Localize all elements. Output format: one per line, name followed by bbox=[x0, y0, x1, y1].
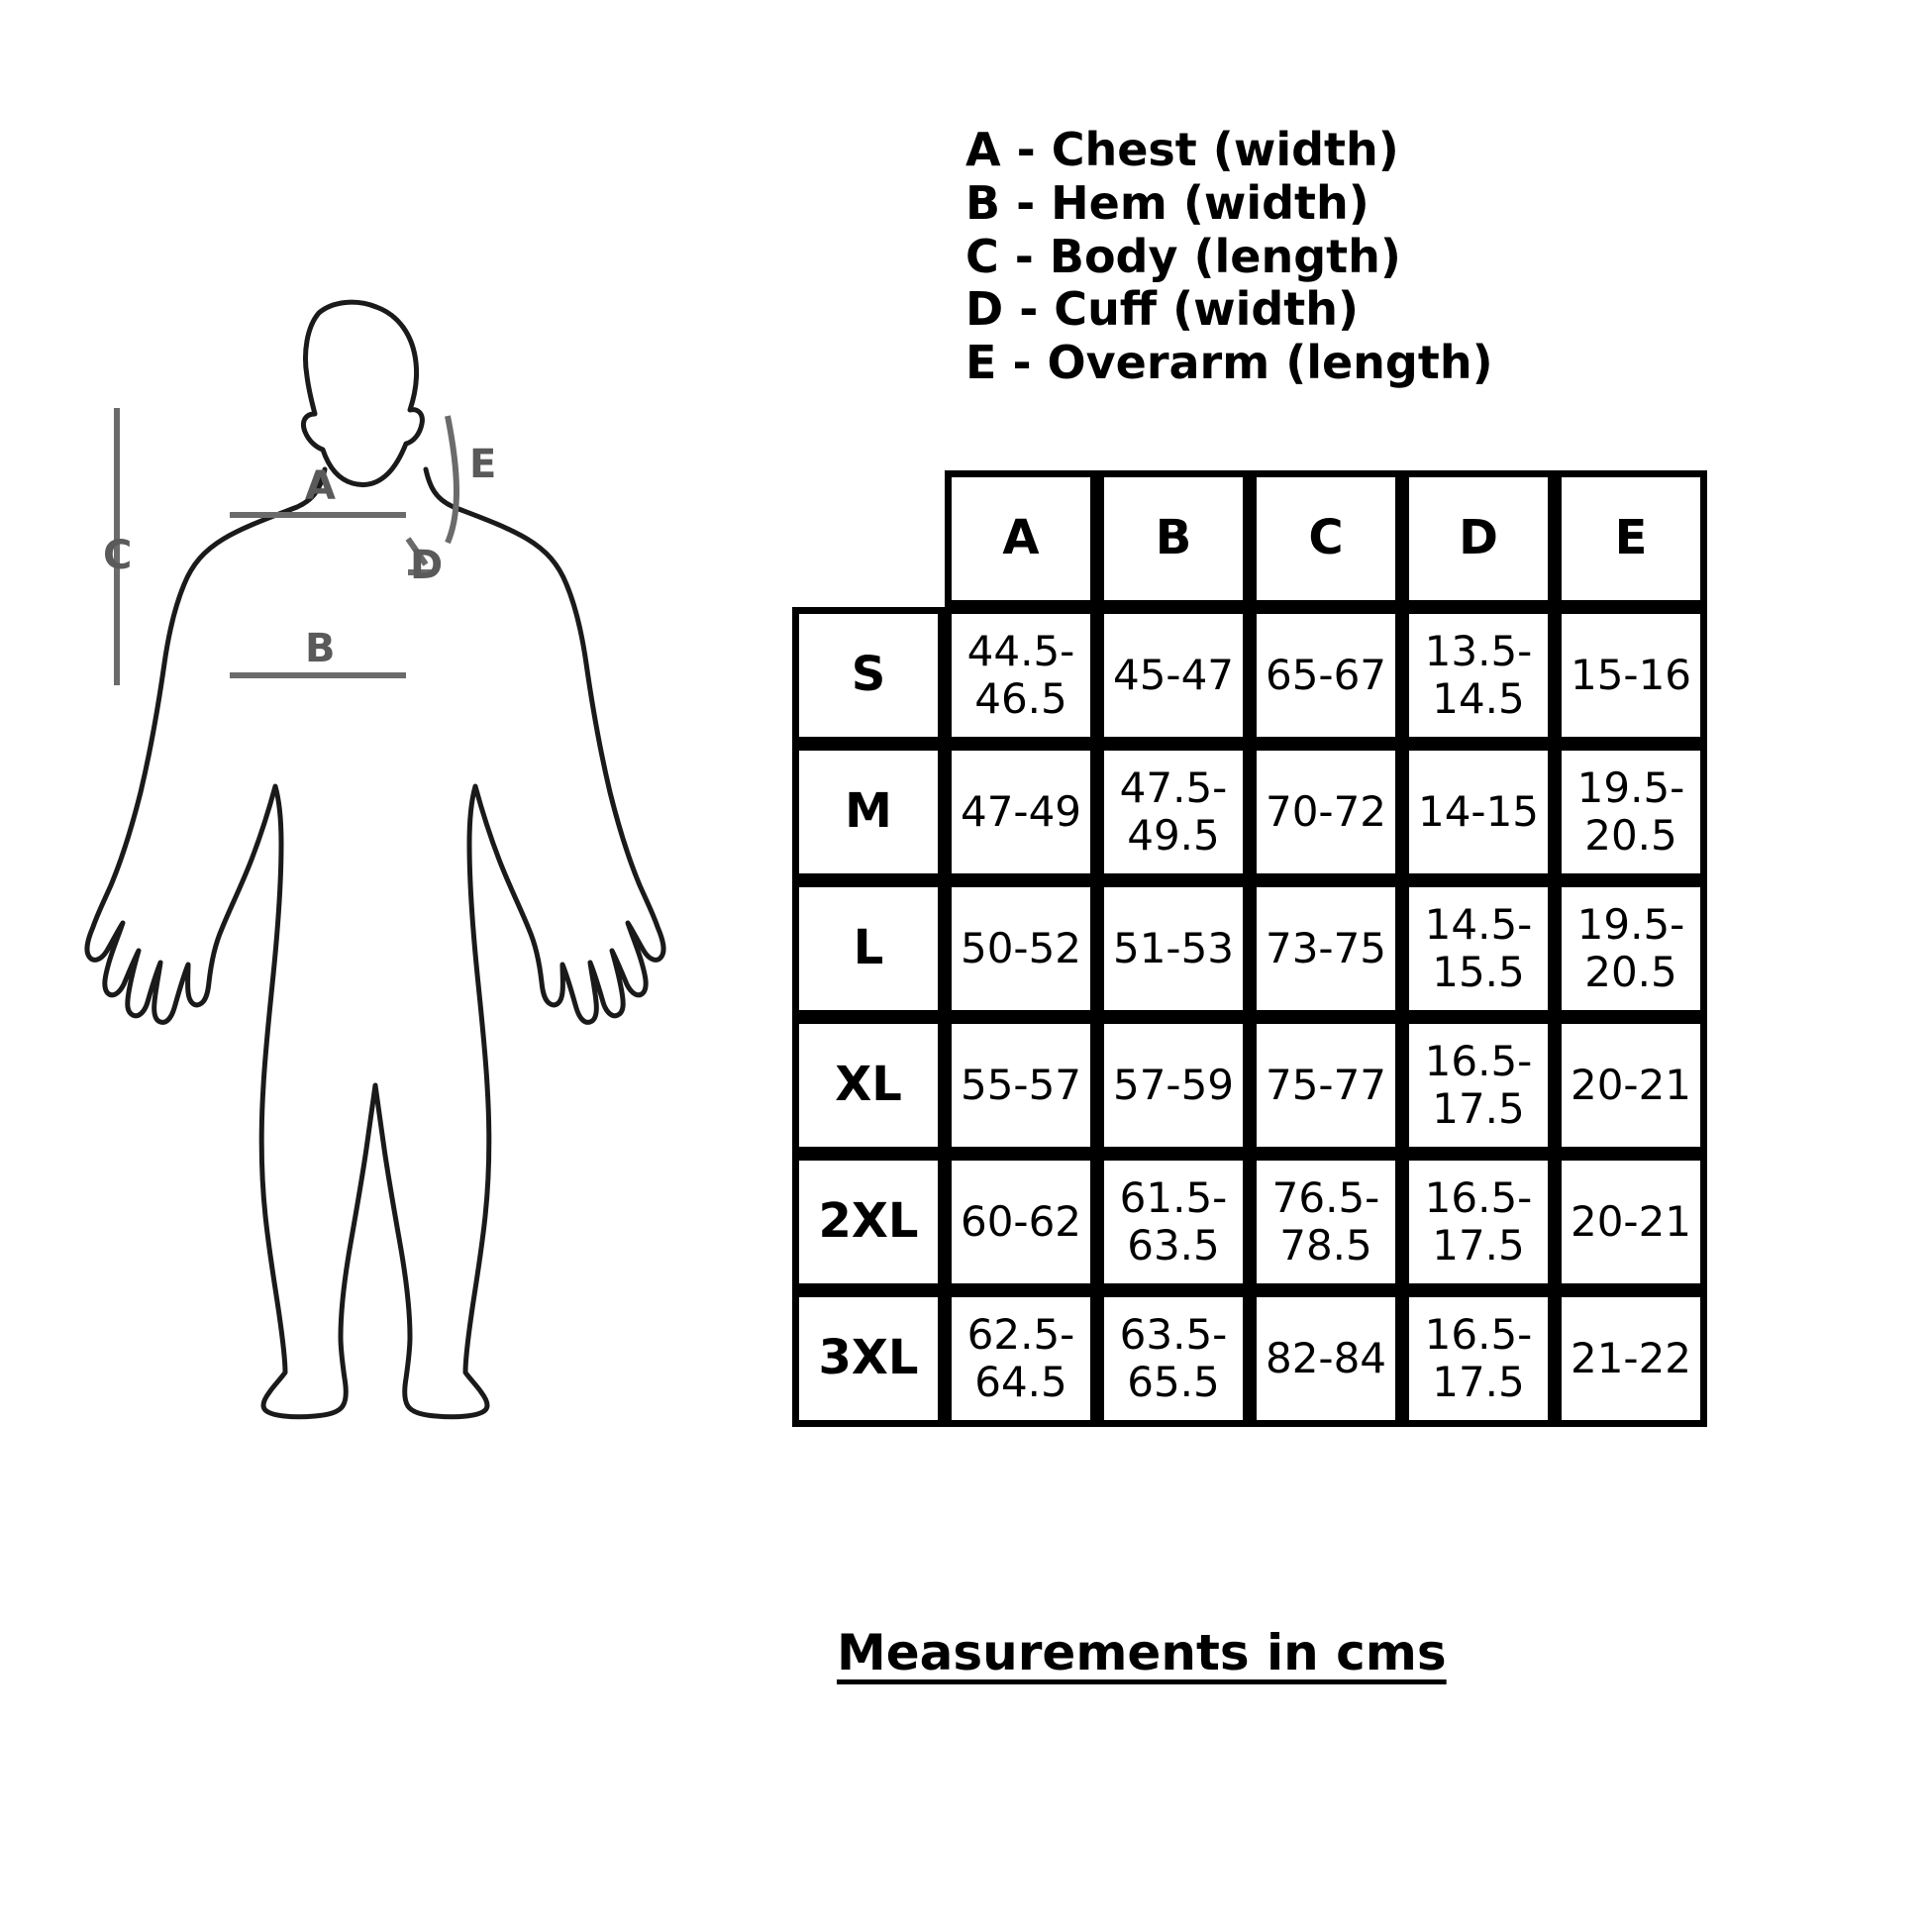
row-header-2xl: 2XL bbox=[792, 1154, 945, 1290]
cell-m-b: 47.5-49.5 bbox=[1097, 744, 1250, 880]
cell-l-e: 19.5-20.5 bbox=[1555, 880, 1707, 1017]
cell-m-d: 14-15 bbox=[1402, 744, 1555, 880]
column-header-d: D bbox=[1402, 470, 1555, 607]
legend bbox=[965, 124, 1659, 390]
legend-line-d: D - Cuff (width) bbox=[965, 282, 1360, 337]
cell-l-d: 14.5-15.5 bbox=[1402, 880, 1555, 1017]
cell-xl-e: 20-21 bbox=[1555, 1017, 1707, 1154]
cell-m-e: 19.5-20.5 bbox=[1555, 744, 1707, 880]
cell-2xl-b: 61.5-63.5 bbox=[1097, 1154, 1250, 1290]
table-row bbox=[792, 607, 1707, 744]
cell-s-c: 65-67 bbox=[1250, 607, 1402, 744]
cell-xl-c: 75-77 bbox=[1250, 1017, 1402, 1154]
cell-m-a: 47-49 bbox=[945, 744, 1097, 880]
cell-3xl-c: 82-84 bbox=[1250, 1290, 1402, 1427]
cell-3xl-b: 63.5-65.5 bbox=[1097, 1290, 1250, 1427]
table-row bbox=[792, 1017, 1707, 1154]
legend-line-e: E - Overarm (length) bbox=[965, 336, 1493, 390]
cell-3xl-e: 21-22 bbox=[1555, 1290, 1707, 1427]
legend-line-b: B - Hem (width) bbox=[965, 175, 1369, 230]
cell-l-b: 51-53 bbox=[1097, 880, 1250, 1017]
cell-m-c: 70-72 bbox=[1250, 744, 1402, 880]
cell-2xl-d: 16.5-17.5 bbox=[1402, 1154, 1555, 1290]
column-header-c: C bbox=[1250, 470, 1402, 607]
cell-2xl-a: 60-62 bbox=[945, 1154, 1097, 1290]
cell-s-a: 44.5-46.5 bbox=[945, 607, 1097, 744]
row-header-s: S bbox=[792, 607, 945, 744]
figure-label-a: A bbox=[305, 463, 336, 509]
body-diagram bbox=[59, 257, 693, 1446]
cell-xl-d: 16.5-17.5 bbox=[1402, 1017, 1555, 1154]
cell-3xl-a: 62.5-64.5 bbox=[945, 1290, 1097, 1427]
figure-label-d: D bbox=[410, 543, 444, 588]
measurements-unit-note: Measurements in cms bbox=[837, 1624, 1447, 1681]
cell-2xl-e: 20-21 bbox=[1555, 1154, 1707, 1290]
table-row bbox=[792, 1290, 1707, 1427]
cell-l-c: 73-75 bbox=[1250, 880, 1402, 1017]
row-header-3xl: 3XL bbox=[792, 1290, 945, 1427]
cell-s-b: 45-47 bbox=[1097, 607, 1250, 744]
figure-label-e: E bbox=[469, 442, 497, 487]
row-header-l: L bbox=[792, 880, 945, 1017]
table-row bbox=[792, 1154, 1707, 1290]
legend-line-c: C - Body (length) bbox=[965, 229, 1401, 283]
row-header-xl: XL bbox=[792, 1017, 945, 1154]
cell-s-e: 15-16 bbox=[1555, 607, 1707, 744]
column-header-a: A bbox=[945, 470, 1097, 607]
figure-label-b: B bbox=[305, 626, 336, 671]
cell-xl-a: 55-57 bbox=[945, 1017, 1097, 1154]
table-row bbox=[792, 744, 1707, 880]
cell-2xl-c: 76.5-78.5 bbox=[1250, 1154, 1402, 1290]
row-header-m: M bbox=[792, 744, 945, 880]
line-e bbox=[448, 416, 456, 543]
cell-3xl-d: 16.5-17.5 bbox=[1402, 1290, 1555, 1427]
cell-xl-b: 57-59 bbox=[1097, 1017, 1250, 1154]
table-header-row bbox=[792, 470, 1707, 607]
table-corner-cell bbox=[792, 470, 945, 607]
cell-s-d: 13.5-14.5 bbox=[1402, 607, 1555, 744]
cell-l-a: 50-52 bbox=[945, 880, 1097, 1017]
legend-line-a: A - Chest (width) bbox=[965, 123, 1399, 176]
size-chart-table bbox=[792, 470, 1707, 1427]
column-header-e: E bbox=[1555, 470, 1707, 607]
human-body-outline bbox=[87, 302, 663, 1417]
figure-label-c: C bbox=[103, 533, 133, 578]
table-row bbox=[792, 880, 1707, 1017]
column-header-b: B bbox=[1097, 470, 1250, 607]
